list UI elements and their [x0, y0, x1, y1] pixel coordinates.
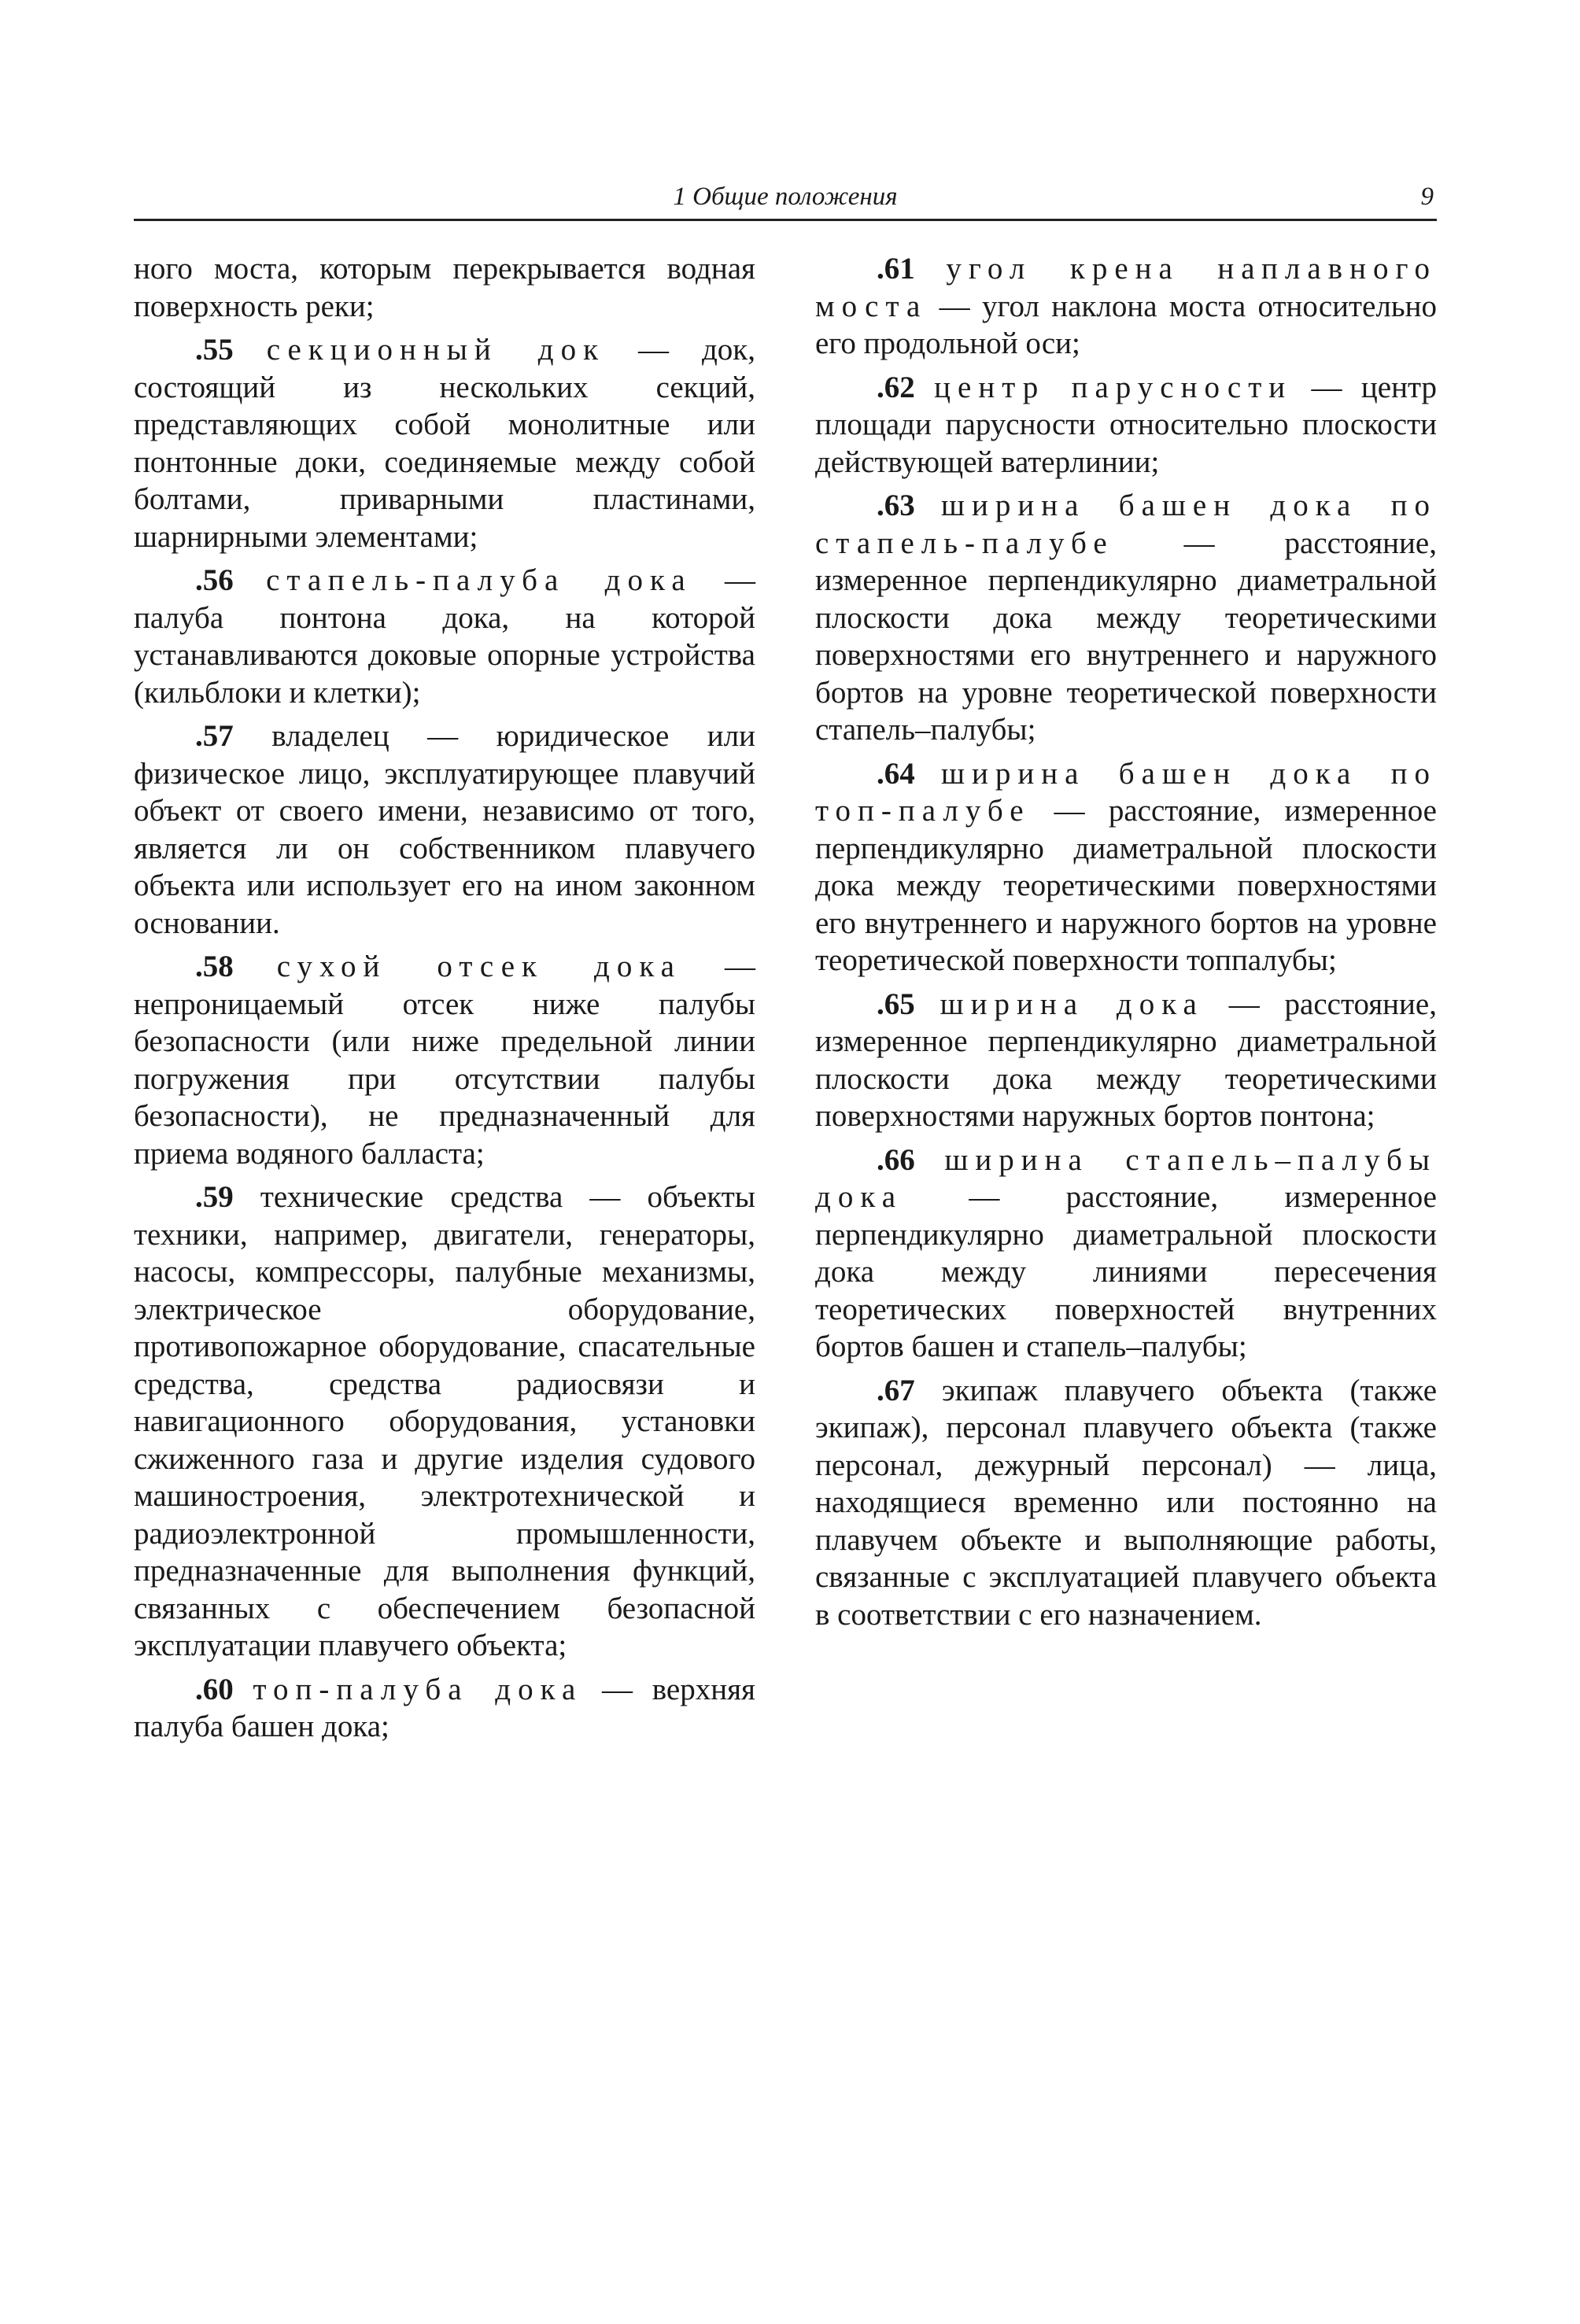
definition-item	[815, 755, 1437, 979]
item-term: стапель-палуба дока	[266, 563, 692, 597]
item-number: .57	[195, 719, 234, 753]
item-term: топ-палуба дока	[253, 1672, 583, 1706]
item-text: — расстояние, измеренное перпендикулярно диаметральной плоскости дока между теоретическими поверхностями его внутреннего и наружного бортов на уровне теоретической поверхности стапель–палубы;	[815, 526, 1437, 747]
item-term: ширина стапель–палубы дока	[815, 1142, 1437, 1214]
item-number: .67	[877, 1373, 915, 1407]
definition-item	[134, 331, 755, 555]
item-text: владелец — юридическое или физическое лицо, эксплуатирующее плавучий объект от своего имени, независимо от того, является ли он собственником плавучего объекта или использует его на ином законном основании.	[134, 719, 756, 940]
definition-item: ного моста, которым перекрывается водная поверхность реки;	[134, 252, 755, 323]
item-text: — палуба понтона дока, на которой устанавливаются доковые опорные устройства (кильблоки и клетки);	[134, 563, 755, 710]
item-text: — док, состоящий из нескольких секций, представляющих собой монолитные или понтонные доки, соединяемые между собой болтами, приварными пластинами, шарнирными элементами;	[134, 333, 755, 554]
definition-item	[134, 562, 755, 711]
item-number: .63	[877, 489, 915, 522]
item-text: технические средства — объекты техники, например, двигатели, генераторы, насосы, компрессоры, палубные механизмы, электрическое оборудование, противопожарное оборудование, спасательные средства, средства радиосвязи и навигационного оборудования, установки сжиженного газа и другие изделия судового машиностроения, электротехнической и радиоэлектронной промышленности, предназначенные для выполнения функций, связанных с обеспечением безопасной эксплуатации плавучего объекта;	[134, 1180, 755, 1662]
item-text: — расстояние, измеренное перпендикулярно диаметральной плоскости дока между линиями пересечения теоретических поверхностей внутренних бортов башен и стапель–палубы;	[815, 1180, 1437, 1363]
item-number: .62	[877, 370, 915, 404]
item-number: .65	[877, 987, 915, 1021]
definition-item	[815, 1372, 1437, 1634]
item-text: — верхняя палуба башен дока;	[134, 1672, 755, 1743]
item-text: — расстояние, измеренное перпендикулярно диаметральной плоскости дока между теоретическими поверхностями наружных бортов понтона;	[815, 987, 1437, 1133]
item-term: угол крена наплавного моста	[815, 252, 1437, 323]
item-text: экипаж плавучего объекта (также экипаж), персонал плавучего объекта (также персонал, дежурный персонал) — лица, находящиеся временно или постоянно на плавучем объекте и выполняющие работы, связанные с эксплуатацией плавучего объекта в соответствии с его назначением.	[815, 1373, 1438, 1632]
definition-item	[134, 948, 755, 1172]
item-term: ширина башен дока по топ-палубе	[815, 756, 1438, 828]
definition-item	[815, 487, 1437, 749]
item-term: ширина башен дока по стапель-палубе	[815, 489, 1438, 560]
item-number: .55	[195, 333, 234, 367]
definition-item	[134, 717, 755, 942]
definition-item	[815, 1142, 1437, 1366]
item-text: — угол наклона моста относительно его продольной оси;	[815, 289, 1437, 360]
item-term: сухой отсек дока	[276, 950, 681, 983]
page-number: 9	[1420, 183, 1434, 211]
item-text: — центр площади парусности относительно плоскости действующей ватерлинии;	[815, 370, 1438, 479]
item-term: ширина дока	[940, 987, 1204, 1021]
running-header	[134, 181, 1437, 221]
item-term: секционный док	[266, 333, 606, 367]
definition-item	[134, 1179, 755, 1665]
right-column	[815, 250, 1437, 1640]
definition-item	[815, 369, 1437, 481]
item-term: центр парусности	[934, 370, 1293, 404]
item-number: .60	[195, 1672, 234, 1706]
running-title: 1 Общие положения	[673, 183, 898, 211]
item-number: .64	[877, 756, 915, 791]
definition-item	[134, 1671, 755, 1746]
left-column	[134, 250, 755, 1752]
item-number: .61	[877, 252, 915, 286]
definition-item	[815, 250, 1437, 363]
item-number: .66	[877, 1142, 915, 1177]
item-number: .56	[195, 563, 234, 597]
item-number: .58	[195, 950, 234, 983]
item-text: — расстояние, измеренное перпендикулярно диаметральной плоскости дока между теоретическими поверхностями его внутреннего и наружного бортов на уровне теоретической поверхности топпалубы;	[815, 794, 1437, 977]
definition-item	[815, 986, 1437, 1135]
item-number: .59	[195, 1180, 234, 1214]
item-text: — непроницаемый отсек ниже палубы безопасности (или ниже предельной линии погружения при отсутствии палубы безопасности), не предназначенный для приема водяного балласта;	[134, 950, 755, 1171]
